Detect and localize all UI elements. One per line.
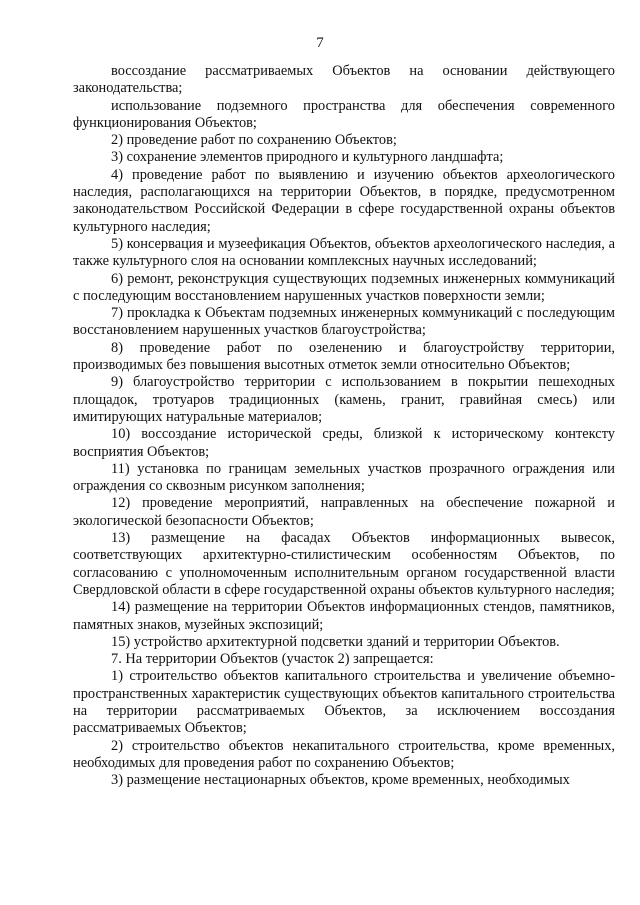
section-heading: 7. На территории Объектов (участок 2) запрещается: <box>111 651 434 668</box>
page-number: 7 <box>316 35 324 51</box>
list-item: 15) устройство архитектурной подсветки зданий и территории Объектов. <box>111 633 560 650</box>
list-item: 10) воссоздание исторической среды, близкой к историческому контексту восприятия Объектов; <box>73 426 615 460</box>
list-item: 14) размещение на территории Объектов информационных стендов, памятников, памятных знаков, музейных экспозиций; <box>73 599 615 633</box>
document-body <box>73 63 615 789</box>
list-item: 3) сохранение элементов природного и культурного ландшафта; <box>111 149 504 166</box>
list-item: 6) ремонт, реконструкция существующих подземных инженерных коммуникаций с последующим восстановлением нарушенных участков поверхности земли; <box>73 270 615 304</box>
list-item: 8) проведение работ по озеленению и благоустройству территории, производимых без повышения высотных отметок земли относительно Объектов; <box>73 339 615 374</box>
paragraph: использование подземного пространства для обеспечения современного функционирования Объектов; <box>73 97 615 131</box>
paragraph: воссоздание рассматриваемых Объектов на основании действующего законодательства; <box>73 63 615 97</box>
list-item: 2) строительство объектов некапитального строительства, кроме временных, необходимых для проведения работ по сохранению Объектов; <box>73 737 615 771</box>
list-item: 7) прокладка к Объектам подземных инженерных коммуникаций с последующим восстановлением нарушенных участков благоустройства; <box>73 305 615 339</box>
list-item: 2) проведение работ по сохранению Объектов; <box>111 132 397 149</box>
list-item: 12) проведение мероприятий, направленных на обеспечение пожарной и экологической безопасности Объектов; <box>73 495 615 529</box>
list-item: 3) размещение нестационарных объектов, кроме временных, необходимых <box>111 772 570 789</box>
list-item: 5) консервация и музеефикация Объектов, объектов археологического наследия, а также культурного слоя на основании комплексных научных исследований; <box>73 235 615 270</box>
list-item: 1) строительство объектов капитального строительства и увеличение объемно-пространственных характеристик существующих объектов капитального строительства на территории рассматриваемых Объектов, за исключением воссоздания рассматриваемых Объектов; <box>73 668 615 737</box>
list-item: 4) проведение работ по выявлению и изучению объектов археологического наследия, располагающихся на территории Объектов, в порядке, предусмотренном законодательством Российской Федерации в сфере государственной охраны объектов культурного наследия; <box>73 166 615 235</box>
list-item: 13) размещение на фасадах Объектов информационных вывесок, соответствующих архитектурно-стилистическим особенностям Объектов, по согласованию с уполномоченным исполнительным органом государственной власти Свердловской области в сфере государственной охраны объектов культурного наследия; <box>73 530 615 598</box>
list-item: 9) благоустройство территории с использованием в покрытии пешеходных площадок, тротуаров традиционных (камень, гранит, гравийная смесь) или имитирующих натуральные материалов; <box>73 374 615 425</box>
list-item: 11) установка по границам земельных участков прозрачного ограждения или ограждения со сквозным рисунком заполнения; <box>73 460 615 495</box>
